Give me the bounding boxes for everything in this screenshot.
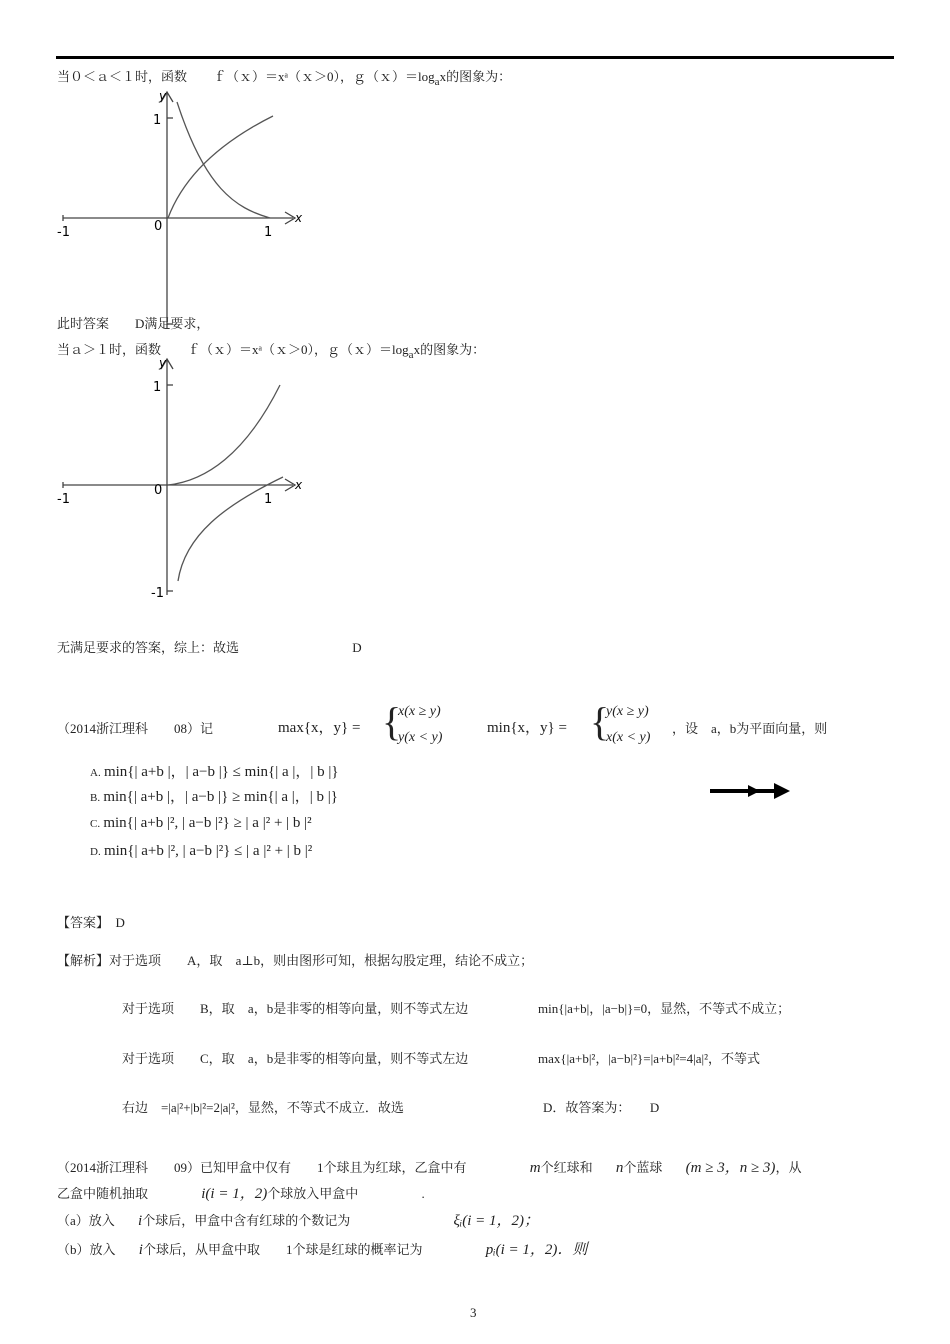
q8-case4: x(x < y) [606,730,651,745]
conclusion-line [57,637,362,656]
tick-x-neg-1-2: -1 [57,492,70,507]
q8-brace-min: { [590,699,610,744]
analysis-line-4-right: D．故答案为： D [543,1100,660,1115]
option-d-text: min{| a+b |², | a−b |²} ≤ | a |² + | b |² [103,843,313,859]
q8-option-a [90,760,339,781]
analysis-1-vec: a⊥b [235,953,261,968]
graph-a-gt-1 [55,355,315,605]
option-a-label: A. [90,767,101,779]
conclusion-text: 无满足要求的答案，综上：故选 [57,640,240,655]
conclusion-answer: D [352,640,362,655]
q9-line-1 [57,1156,801,1177]
q9-line-4 [57,1238,587,1259]
analysis-line-1 [57,950,533,969]
q9-l2-expr: i(i = 1，2) [201,1186,268,1202]
q9-line-3 [57,1209,539,1230]
tick-x-1-2: 1 [264,492,273,507]
q8-intro: （2014浙江理科 08）记 [57,721,214,736]
q8-case2: y(x < y) [398,730,443,745]
q9-l1-mid: 个红球和 [540,1160,593,1175]
tick-origin-2: 0 [154,483,163,498]
q8-option-c [90,815,312,832]
q9-l2-text: 乙盒中随机抽取 [57,1186,149,1201]
q9-l3-expr: ξᵢ(i = 1，2)； [453,1213,540,1229]
q8-option-b [90,785,338,806]
q9-l4-i: i [138,1242,143,1258]
x-axis-label: x [295,211,303,225]
option-c-label: C. [90,818,101,830]
answer-label: 【答案】 D [57,915,125,930]
q9-n: n [615,1160,624,1176]
q9-l2-tail: 个球放入甲盒中 [267,1186,359,1201]
analysis-line-2 [122,998,468,1017]
q8-min-expr: min{x，y} = [487,720,567,736]
q9-l1-tail: 个蓝球 [623,1160,663,1175]
analysis-line-4: 右边 =|a|²+|b|²=2|a|²，显然，不等式不成立．故选 [122,1100,404,1115]
analysis-3-post: 是非零的相等向量，则不等式左边 [273,1051,469,1066]
analysis-3-vec: a，b [247,1051,274,1066]
q8-option-d [90,843,312,860]
tick-x-1: 1 [264,225,273,240]
page-number: 3 [470,1305,477,1320]
analysis-2-pre: 对于选项 B，取 [122,1001,235,1016]
tick-origin: 0 [154,219,163,234]
y-axis-label: y [159,89,167,103]
q9-l3-mid: 个球后，甲盒中含有红球的个数记为 [142,1213,351,1228]
analysis-2-vec: a，b [247,1001,274,1016]
q9-l4-pre: （b）放入 [57,1242,116,1257]
tick-y-1-2: 1 [153,380,162,395]
q9-l3-i: i [138,1213,143,1229]
tick-y-1: 1 [153,113,162,128]
tick-x-neg-1: -1 [57,225,70,240]
q8-brace-max: { [382,699,402,744]
answer-d-check: 此时答案 D满足要求， [57,316,210,331]
option-a-text: min{| a+b |，| a−b |} ≤ min{| a |，| b |} [103,764,339,780]
q9-l4-expr: pᵢ(i = 1，2)．则 [485,1242,588,1258]
q9-l2-dot: . [421,1186,425,1201]
x-axis-label-2: x [295,478,303,492]
option-b-label: B. [90,792,101,804]
log-base-2: a [408,349,414,361]
q9-cond: (m ≥ 3，n ≥ 3) [685,1160,776,1176]
case-a-lt-1-text: 当０＜ａ＜１时，函数 ｆ（ｘ）＝xᵃ（ｘ＞0），ｇ（ｘ）＝log [57,69,435,84]
analysis-line-2-right: min{|a+b|，|a−b|}=0，显然，不等式不成立； [538,1001,791,1016]
q9-line-2 [57,1182,425,1203]
top-rule [56,56,894,59]
q8-tail: ，设 a，b为平面向量，则 [672,721,828,736]
q8-case1: x(x ≥ y) [398,704,441,719]
option-c-text: min{| a+b |², | a−b |²} ≥ | a |² + | b |² [103,815,312,831]
analysis-3-pre: 对于选项 C，取 [122,1051,235,1066]
y-axis-label-2: y [159,356,167,370]
q8-max-expr: max{x，y} = [278,720,361,736]
q8-case3: y(x ≥ y) [606,704,649,719]
tick-y-neg-1-2: -1 [151,586,164,601]
log-base: a [434,76,440,88]
analysis-1-pre: 【解析】对于选项 A，取 [57,953,223,968]
option-d-label: D. [90,846,101,858]
q9-l1-text: （2014浙江理科 09）已知甲盒中仅有 1个球且为红球，乙盒中有 [57,1160,467,1175]
q9-l3-pre: （a）放入 [57,1213,115,1228]
right-arrow-icon [708,780,792,802]
case-a-gt-1-end: x的图象为： [413,342,486,357]
graph-a-lt-1 [55,88,315,338]
analysis-line-3-right: max{|a+b|²，|a−b|²}=|a+b|²=4|a|²，不等式 [538,1051,761,1066]
case-a-lt-1-line [57,66,511,88]
analysis-line-3 [122,1048,468,1067]
case-a-lt-1-end: x的图象为： [439,69,512,84]
analysis-2-post: 是非零的相等向量，则不等式左边 [273,1001,469,1016]
q9-l4-mid: 个球后，从甲盒中取 1个球是红球的概率记为 [142,1242,423,1257]
q9-m: m [529,1160,541,1176]
q9-l1-end: ，从 [775,1160,802,1175]
analysis-1-post: ，则由图形可知，根据勾股定理，结论不成立； [260,953,534,968]
option-b-text: min{| a+b |，| a−b |} ≥ min{| a |，| b |} [103,789,338,805]
case-a-gt-1-text: 当ａ＞１时，函数 ｆ（ｘ）＝xᵃ（ｘ＞0），ｇ（ｘ）＝log [57,342,409,357]
